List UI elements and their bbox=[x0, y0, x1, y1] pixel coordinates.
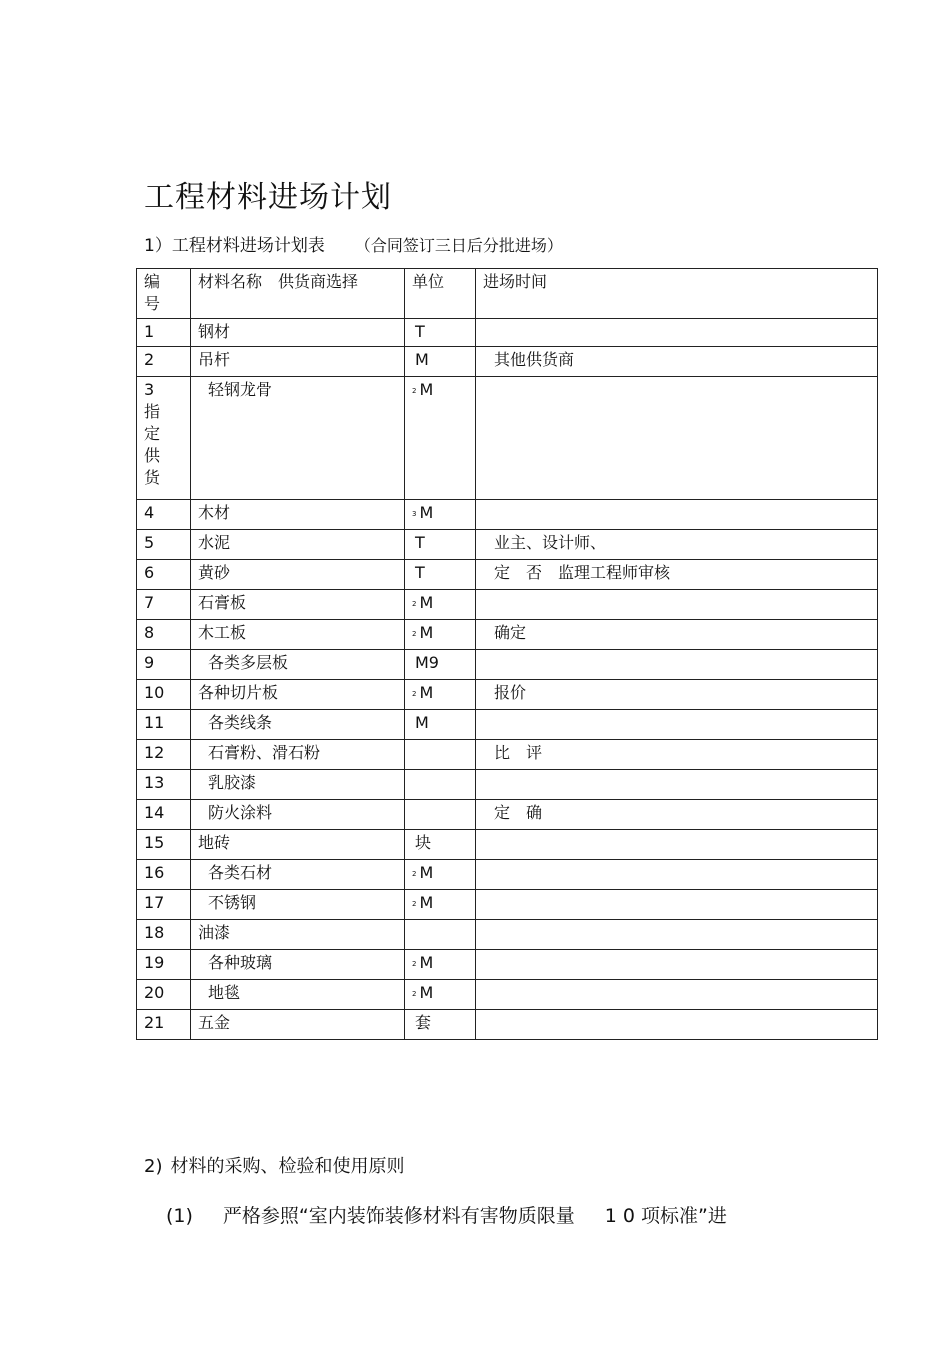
cell-arrival-time: 其他供货商 bbox=[476, 347, 878, 377]
cell-number: 9 bbox=[137, 650, 191, 680]
cell-number: 19 bbox=[137, 950, 191, 980]
table-row bbox=[137, 980, 878, 1010]
unit-value: T bbox=[415, 533, 425, 552]
unit-value: M bbox=[419, 380, 434, 399]
table-row bbox=[137, 650, 878, 680]
cell-unit bbox=[405, 770, 476, 800]
table-row bbox=[137, 620, 878, 650]
unit-value: T bbox=[415, 322, 425, 341]
cell-unit bbox=[405, 980, 476, 1010]
cell-material-name: 各种玻璃 bbox=[191, 950, 405, 980]
cell-material-name: 黄砂 bbox=[191, 560, 405, 590]
cell-unit bbox=[405, 650, 476, 680]
cell-arrival-time bbox=[476, 920, 878, 950]
unit-value: M bbox=[419, 953, 434, 972]
cell-arrival-time bbox=[476, 377, 878, 500]
header-unit: 单位 bbox=[405, 269, 476, 319]
cell-material-name: 防火涂料 bbox=[191, 800, 405, 830]
cell-unit bbox=[405, 347, 476, 377]
cell-number: 15 bbox=[137, 830, 191, 860]
table-row bbox=[137, 560, 878, 590]
cell-unit bbox=[405, 620, 476, 650]
cell-unit bbox=[405, 860, 476, 890]
cell-arrival-time bbox=[476, 830, 878, 860]
list-item-1-text-cont: 1 0 项标准”进 bbox=[604, 1205, 727, 1227]
cell-unit bbox=[405, 319, 476, 347]
cell-number: 8 bbox=[137, 620, 191, 650]
page-title: 工程材料进场计划 bbox=[144, 180, 392, 215]
cell-arrival-time: 比 评 bbox=[476, 740, 878, 770]
cell-arrival-time: 定 否 监理工程师审核 bbox=[476, 560, 878, 590]
cell-number: 14 bbox=[137, 800, 191, 830]
cell-number: 4 bbox=[137, 500, 191, 530]
unit-superscript: 3 bbox=[412, 509, 417, 518]
cell-number: 5 bbox=[137, 530, 191, 560]
unit-superscript: 2 bbox=[412, 689, 417, 698]
cell-unit bbox=[405, 560, 476, 590]
cell-number: 7 bbox=[137, 590, 191, 620]
cell-number: 20 bbox=[137, 980, 191, 1010]
cell-number: 16 bbox=[137, 860, 191, 890]
table-row bbox=[137, 770, 878, 800]
header-number: 编 号 bbox=[137, 269, 191, 319]
cell-unit bbox=[405, 680, 476, 710]
cell-arrival-time bbox=[476, 950, 878, 980]
cell-arrival-time: 定 确 bbox=[476, 800, 878, 830]
cell-material-name: 木工板 bbox=[191, 620, 405, 650]
cell-material-name: 不锈钢 bbox=[191, 890, 405, 920]
list-item-1-text: 严格参照“室内装饰装修材料有害物质限量 bbox=[222, 1205, 575, 1227]
cell-number: 3 指 定 供 货 bbox=[137, 377, 191, 500]
cell-unit bbox=[405, 830, 476, 860]
cell-number: 12 bbox=[137, 740, 191, 770]
table-row bbox=[137, 500, 878, 530]
unit-value: M bbox=[419, 623, 434, 642]
table-row bbox=[137, 800, 878, 830]
cell-number: 2 bbox=[137, 347, 191, 377]
list-item-1-number: (1) bbox=[166, 1205, 193, 1227]
table-row bbox=[137, 377, 878, 500]
table-row bbox=[137, 680, 878, 710]
list-item-1 bbox=[166, 1201, 727, 1228]
cell-unit bbox=[405, 890, 476, 920]
table-row bbox=[137, 830, 878, 860]
cell-material-name: 石膏粉、滑石粉 bbox=[191, 740, 405, 770]
table-row bbox=[137, 740, 878, 770]
cell-number: 10 bbox=[137, 680, 191, 710]
unit-value: M bbox=[419, 863, 434, 882]
table-row bbox=[137, 319, 878, 347]
cell-material-name: 水泥 bbox=[191, 530, 405, 560]
cell-material-name: 吊杆 bbox=[191, 347, 405, 377]
cell-material-name: 钢材 bbox=[191, 319, 405, 347]
table-row bbox=[137, 590, 878, 620]
table-header-row bbox=[137, 269, 878, 319]
cell-material-name: 各类多层板 bbox=[191, 650, 405, 680]
cell-unit bbox=[405, 710, 476, 740]
cell-arrival-time: 确定 bbox=[476, 620, 878, 650]
unit-value: M bbox=[419, 983, 434, 1002]
cell-unit bbox=[405, 500, 476, 530]
cell-arrival-time bbox=[476, 710, 878, 740]
table-row bbox=[137, 890, 878, 920]
cell-arrival-time bbox=[476, 590, 878, 620]
unit-superscript: 2 bbox=[412, 599, 417, 608]
cell-arrival-time bbox=[476, 860, 878, 890]
unit-value: 块 bbox=[415, 833, 432, 852]
section-2-label: 材料的采购、检验和使用原则 bbox=[170, 1156, 405, 1177]
unit-value: M bbox=[415, 350, 429, 369]
table-row bbox=[137, 347, 878, 377]
cell-material-name: 木材 bbox=[191, 500, 405, 530]
cell-material-name: 各类石材 bbox=[191, 860, 405, 890]
cell-arrival-time bbox=[476, 319, 878, 347]
cell-arrival-time bbox=[476, 980, 878, 1010]
table-row bbox=[137, 530, 878, 560]
unit-value: T bbox=[415, 563, 425, 582]
cell-arrival-time bbox=[476, 770, 878, 800]
table-row bbox=[137, 920, 878, 950]
unit-value: M bbox=[419, 593, 434, 612]
cell-material-name: 各种切片板 bbox=[191, 680, 405, 710]
unit-value: M9 bbox=[415, 653, 439, 672]
cell-arrival-time bbox=[476, 890, 878, 920]
cell-arrival-time bbox=[476, 650, 878, 680]
table-row bbox=[137, 950, 878, 980]
cell-material-name: 轻钢龙骨 bbox=[191, 377, 405, 500]
cell-unit bbox=[405, 950, 476, 980]
cell-material-name: 油漆 bbox=[191, 920, 405, 950]
cell-material-name: 乳胶漆 bbox=[191, 770, 405, 800]
unit-value: M bbox=[419, 683, 434, 702]
cell-unit bbox=[405, 377, 476, 500]
section-1-note: （合同签订三日后分批进场） bbox=[354, 236, 563, 255]
cell-number: 1 bbox=[137, 319, 191, 347]
cell-unit bbox=[405, 800, 476, 830]
cell-material-name: 地毯 bbox=[191, 980, 405, 1010]
header-material-name: 材料名称 供货商选择 bbox=[191, 269, 405, 319]
unit-superscript: 2 bbox=[412, 629, 417, 638]
cell-unit bbox=[405, 590, 476, 620]
table-row bbox=[137, 1010, 878, 1040]
table-row bbox=[137, 860, 878, 890]
cell-number: 13 bbox=[137, 770, 191, 800]
section-1-heading bbox=[144, 231, 563, 256]
unit-value: M bbox=[419, 503, 434, 522]
cell-number: 17 bbox=[137, 890, 191, 920]
cell-arrival-time bbox=[476, 1010, 878, 1040]
cell-material-name: 石膏板 bbox=[191, 590, 405, 620]
cell-unit bbox=[405, 530, 476, 560]
cell-unit bbox=[405, 920, 476, 950]
cell-number: 18 bbox=[137, 920, 191, 950]
unit-value: M bbox=[419, 893, 434, 912]
header-arrival-time: 进场时间 bbox=[476, 269, 878, 319]
cell-number: 11 bbox=[137, 710, 191, 740]
unit-superscript: 2 bbox=[412, 959, 417, 968]
unit-value: M bbox=[415, 713, 429, 732]
unit-superscript: 2 bbox=[412, 899, 417, 908]
section-1-label: 1）工程材料进场计划表 bbox=[144, 236, 325, 256]
unit-value: 套 bbox=[415, 1013, 432, 1032]
cell-material-name: 各类线条 bbox=[191, 710, 405, 740]
cell-number: 6 bbox=[137, 560, 191, 590]
unit-superscript: 2 bbox=[412, 989, 417, 998]
cell-unit bbox=[405, 1010, 476, 1040]
table-row bbox=[137, 710, 878, 740]
section-2-heading bbox=[144, 1152, 404, 1178]
cell-arrival-time bbox=[476, 500, 878, 530]
unit-superscript: 2 bbox=[412, 386, 417, 395]
cell-arrival-time: 业主、设计师、 bbox=[476, 530, 878, 560]
cell-number: 21 bbox=[137, 1010, 191, 1040]
section-2-number: 2) bbox=[144, 1156, 163, 1177]
cell-arrival-time: 报价 bbox=[476, 680, 878, 710]
cell-material-name: 五金 bbox=[191, 1010, 405, 1040]
material-schedule-table bbox=[136, 268, 878, 1040]
unit-superscript: 2 bbox=[412, 869, 417, 878]
cell-unit bbox=[405, 740, 476, 770]
cell-material-name: 地砖 bbox=[191, 830, 405, 860]
